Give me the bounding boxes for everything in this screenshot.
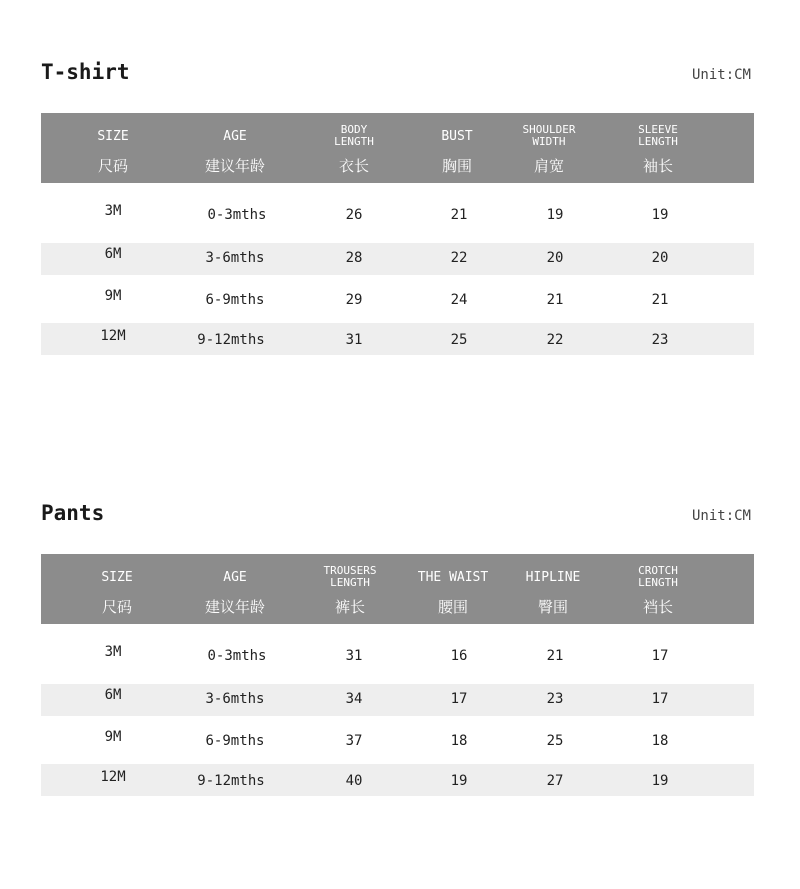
cell-value: 19 [651, 207, 669, 223]
header-label-en: BODY LENGTH [334, 123, 374, 148]
cell-value: 25 [450, 332, 468, 348]
cell-value: 23 [546, 691, 564, 707]
cell-value: 20 [546, 250, 564, 266]
table-body [41, 183, 754, 355]
cell-value: 22 [546, 332, 564, 348]
cell-value: 29 [345, 292, 363, 308]
cell-value: 19 [450, 773, 468, 789]
table-row [41, 243, 754, 275]
tshirt-unit-label: Unit:CM [691, 67, 751, 83]
header-label-zh: 尺码 [101, 598, 132, 616]
cell-age: 6-9mths [205, 733, 265, 749]
cell-size: 9M [104, 288, 122, 304]
cell-value: 31 [345, 332, 363, 348]
header-label-en: HIPLINE [525, 569, 581, 585]
cell-age: 3-6mths [205, 250, 265, 266]
header-age [170, 554, 300, 624]
table-row [41, 183, 754, 243]
cell-value: 21 [546, 648, 564, 664]
cell-value: 28 [345, 250, 363, 266]
header-age [170, 113, 300, 183]
cell-age: 9-12mths [197, 773, 265, 789]
header-label-zh: 建议年龄 [204, 598, 265, 616]
cell-value: 22 [450, 250, 468, 266]
cell-value: 17 [450, 691, 468, 707]
table-row [41, 716, 754, 764]
cell-value: 20 [651, 250, 669, 266]
table-row [41, 275, 754, 323]
cell-size: 3M [104, 203, 122, 219]
table-header [41, 554, 754, 624]
cell-size: 6M [104, 687, 122, 703]
cell-value: 23 [651, 332, 669, 348]
cell-value: 17 [651, 691, 669, 707]
header-label-en: SLEEVE LENGTH [638, 123, 678, 148]
cell-value: 21 [546, 292, 564, 308]
header-label-en: AGE [223, 569, 247, 585]
header-label-zh: 建议年龄 [204, 157, 265, 175]
cell-size: 9M [104, 729, 122, 745]
cell-age: 6-9mths [205, 292, 265, 308]
cell-value: 16 [450, 648, 468, 664]
header-label-zh: 衣长 [338, 157, 369, 175]
table-body [41, 624, 754, 796]
header-size [48, 113, 178, 183]
cell-size: 12M [100, 328, 126, 344]
cell-value: 24 [450, 292, 468, 308]
header-label-zh: 裤长 [334, 598, 365, 616]
cell-size: 12M [100, 769, 126, 785]
tshirt-size-table [41, 113, 754, 355]
cell-value: 27 [546, 773, 564, 789]
pants-size-table [41, 554, 754, 796]
header-label-en: SHOULDER WIDTH [522, 123, 576, 148]
header-label-en: TROUSERS LENGTH [323, 564, 377, 589]
cell-value: 34 [345, 691, 363, 707]
header-sleeve-length [593, 113, 723, 183]
cell-value: 31 [345, 648, 363, 664]
header-size [52, 554, 182, 624]
cell-size: 6M [104, 246, 122, 262]
header-label-en: AGE [223, 128, 247, 144]
cell-age: 3-6mths [205, 691, 265, 707]
header-label-en: CROTCH LENGTH [638, 564, 678, 589]
table-row [41, 764, 754, 796]
table-row [41, 624, 754, 684]
cell-value: 17 [651, 648, 669, 664]
cell-value: 21 [651, 292, 669, 308]
header-label-en: THE WAIST [417, 569, 489, 585]
table-row [41, 323, 754, 355]
cell-age: 0-3mths [207, 648, 267, 664]
header-label-zh: 裆长 [642, 598, 673, 616]
header-label-zh: 臀围 [537, 598, 568, 616]
header-crotch-length [593, 554, 723, 624]
header-label-en: BUST [441, 128, 473, 144]
cell-value: 37 [345, 733, 363, 749]
header-label-zh: 腰围 [437, 598, 468, 616]
cell-value: 25 [546, 733, 564, 749]
tshirt-title: T-shirt [41, 60, 130, 84]
header-label-zh: 尺码 [97, 157, 128, 175]
cell-value: 40 [345, 773, 363, 789]
pants-title: Pants [41, 501, 105, 525]
table-row [41, 684, 754, 716]
cell-age: 9-12mths [197, 332, 265, 348]
cell-age: 0-3mths [207, 207, 267, 223]
table-header [41, 113, 754, 183]
header-label-zh: 肩宽 [533, 157, 564, 175]
cell-size: 3M [104, 644, 122, 660]
cell-value: 21 [450, 207, 468, 223]
cell-value: 18 [450, 733, 468, 749]
header-label-en: SIZE [97, 128, 129, 144]
header-label-zh: 袖长 [642, 157, 673, 175]
header-label-zh: 胸围 [441, 157, 472, 175]
header-label-en: SIZE [101, 569, 133, 585]
cell-value: 26 [345, 207, 363, 223]
cell-value: 19 [651, 773, 669, 789]
cell-value: 18 [651, 733, 669, 749]
cell-value: 19 [546, 207, 564, 223]
pants-unit-label: Unit:CM [691, 508, 751, 524]
